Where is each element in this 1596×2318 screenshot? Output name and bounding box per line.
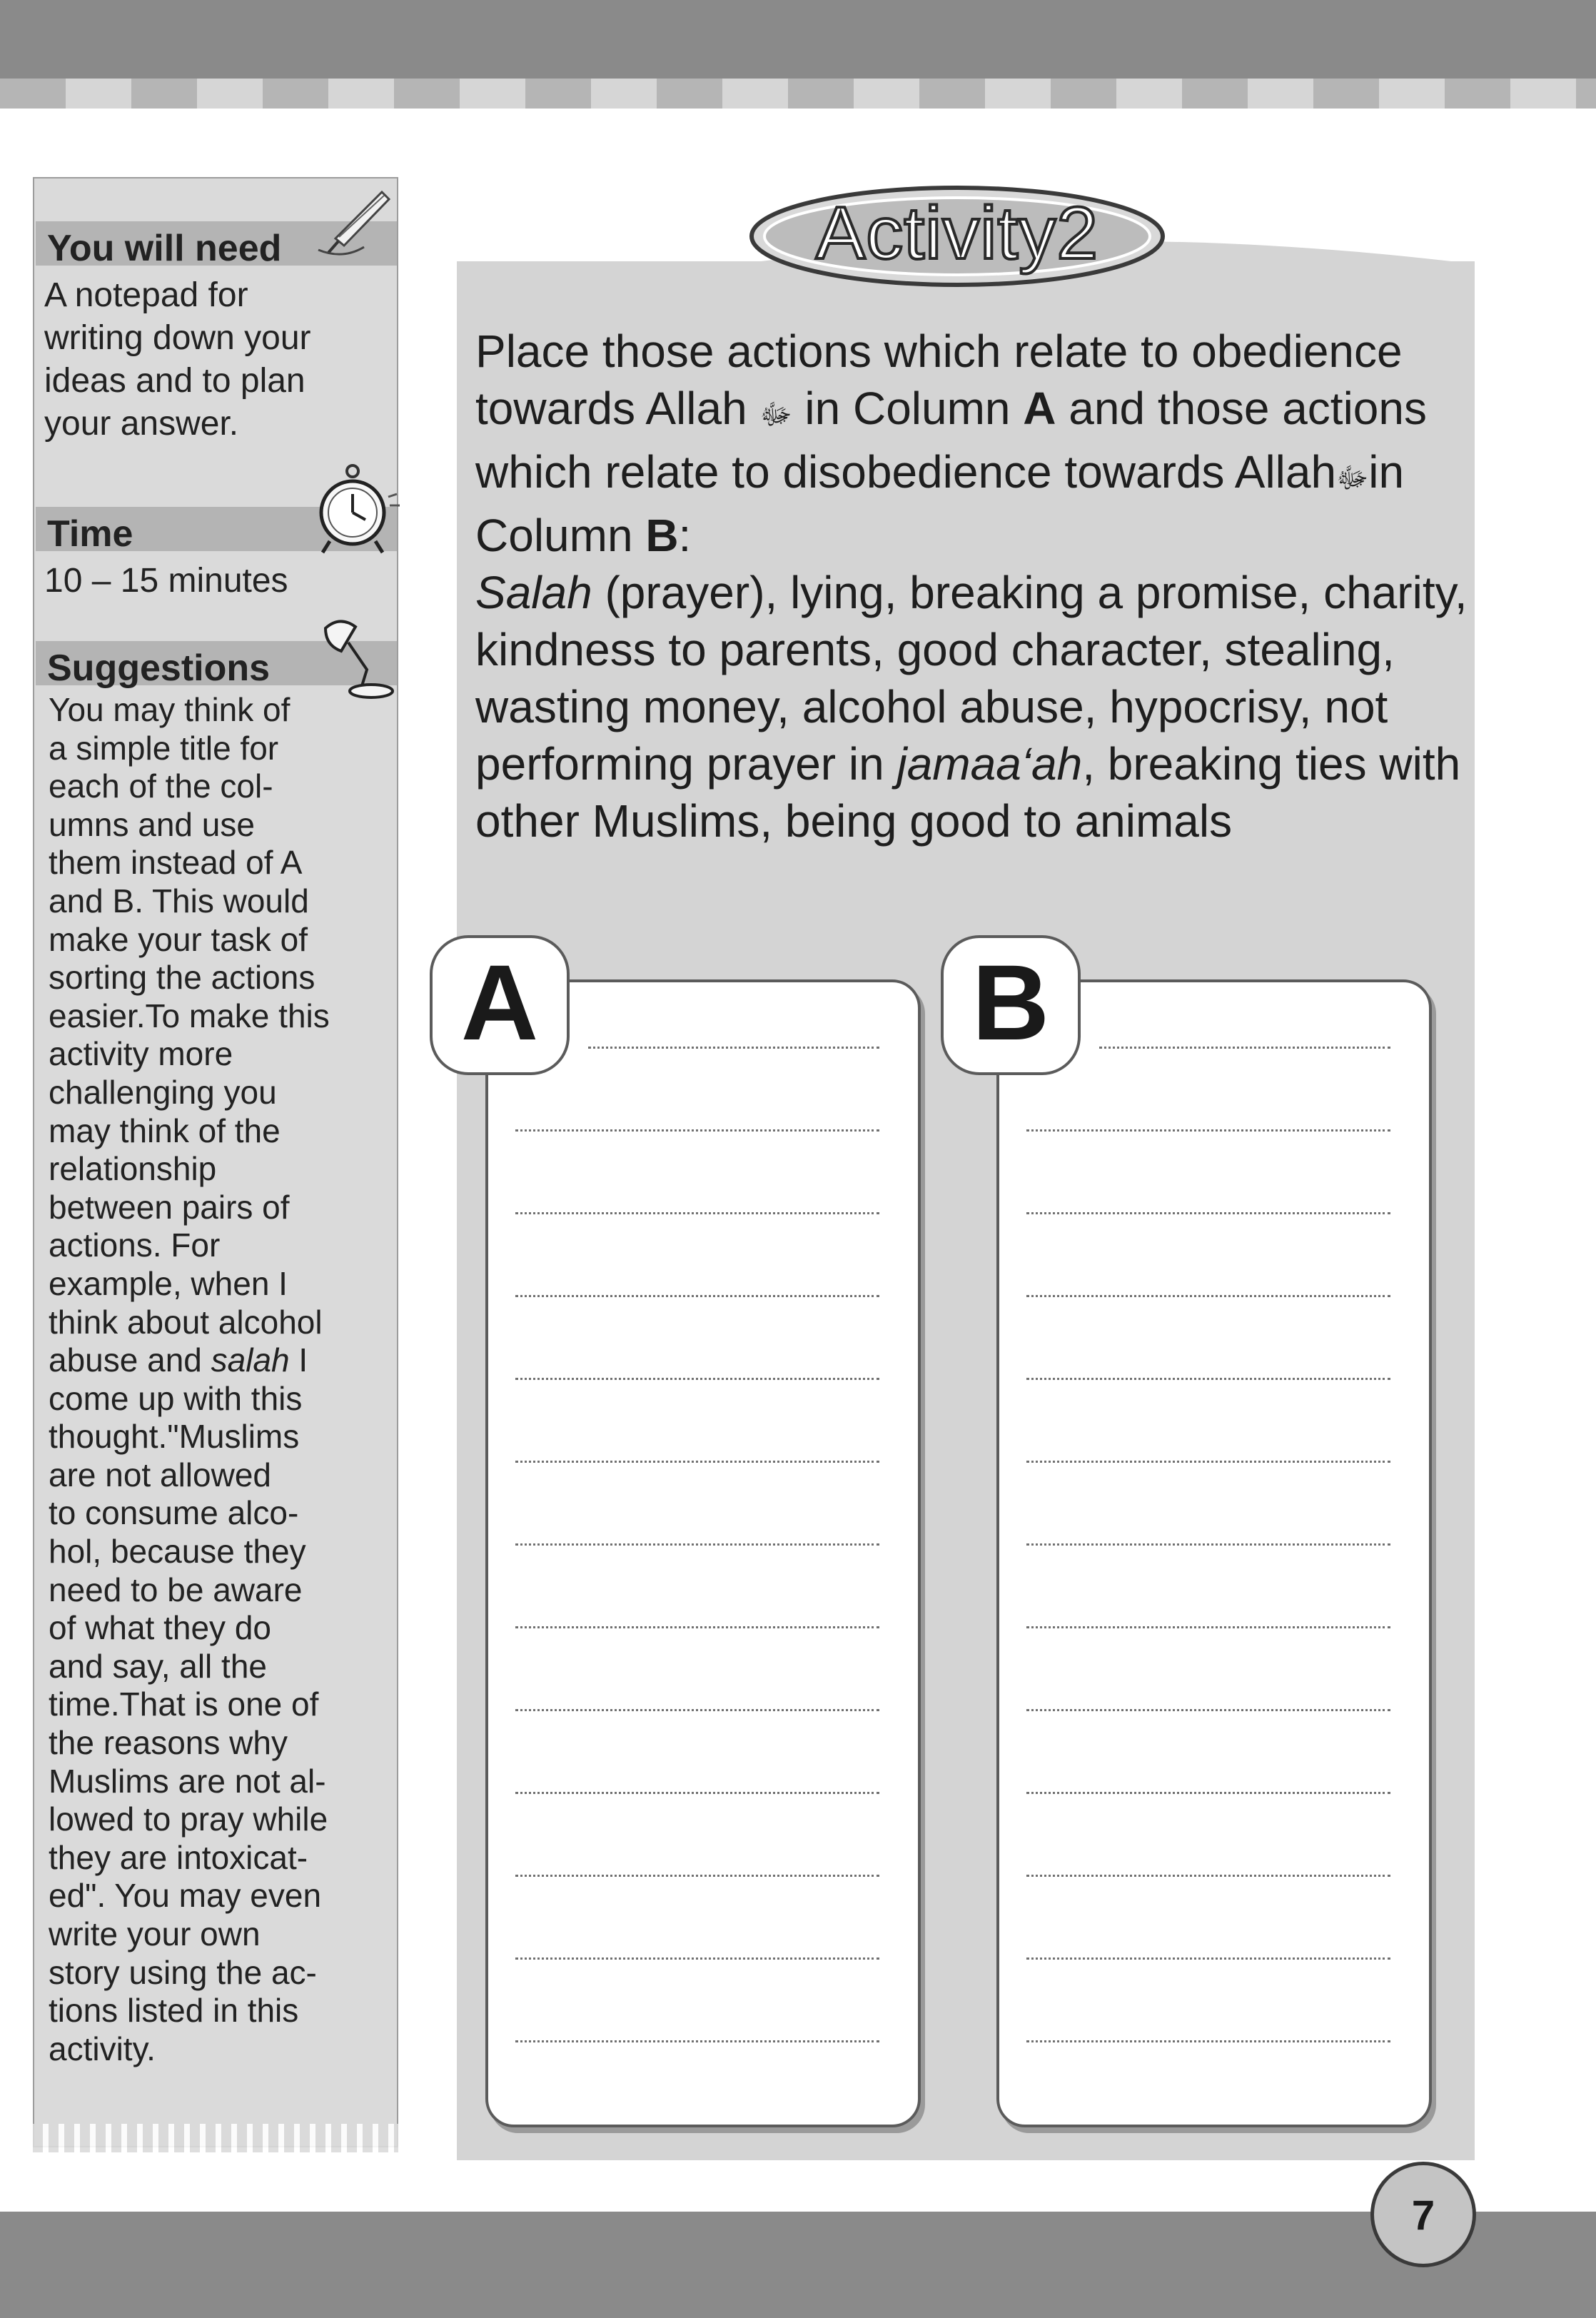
column-b-writing-line <box>1026 1792 1390 1794</box>
suggestion-line: between pairs of <box>49 1188 290 1226</box>
need-line: writing down your <box>44 319 311 357</box>
column-b-writing-line <box>1026 1295 1390 1297</box>
suggestion-line: activity more <box>49 1035 233 1073</box>
actions-list: (prayer), lying, breaking a promise, charity, kindness to parents, good character, stealing, wasting money, alcohol abuse, hypocrisy, not performing prayer in <box>475 567 1468 790</box>
suggestion-line: need to be aware <box>49 1571 303 1608</box>
column-a-letter: A <box>460 942 539 1062</box>
suggestion-line: activity. <box>49 2030 156 2067</box>
column-a-writing-line <box>515 1295 879 1297</box>
time-title: Time <box>47 513 133 555</box>
column-a-writing-line <box>515 2040 879 2042</box>
suggestion-line: story using the ac- <box>49 1953 317 1991</box>
instruction-text: in Column <box>475 446 1405 561</box>
column-a-writing-line <box>515 1543 879 1546</box>
actions-list: , breaking ties with other Muslims, being good to animals <box>475 738 1461 847</box>
column-b-writing-line <box>1026 1543 1390 1546</box>
suggestion-line: and say, all the <box>49 1647 268 1685</box>
page-number: 7 <box>1411 2192 1435 2239</box>
suggestion-line: easier.To make this <box>49 997 330 1034</box>
suggestion-line: time.That is one of <box>49 1685 319 1723</box>
sidebar-panel <box>33 177 398 2147</box>
suggestion-line: make your task of <box>49 920 308 958</box>
column-a-writing-line <box>515 1875 879 1877</box>
instruction-text: in Column <box>792 383 1024 434</box>
column-b-writing-line <box>1026 1626 1390 1628</box>
suggestion-line: them instead of A <box>49 844 303 882</box>
suggestion-line: think about alcohol <box>49 1303 323 1341</box>
column-b-writing-line <box>1026 1129 1390 1132</box>
activity-number: 2 <box>1056 192 1099 275</box>
column-b-writing-line <box>1026 1875 1390 1877</box>
suggestion-line: ed". You may even <box>49 1877 322 1915</box>
column-a-writing-line <box>515 1212 879 1214</box>
column-b-writing-line <box>1026 1461 1390 1463</box>
alarm-clock-icon <box>311 458 404 558</box>
top-border-band <box>0 0 1596 79</box>
column-a-writing-line <box>515 1957 879 1960</box>
need-title: You will need <box>47 228 282 269</box>
desk-lamp-icon <box>311 614 400 700</box>
suggestions-title: Suggestions <box>47 647 271 689</box>
activity-title <box>747 191 1168 276</box>
suggestion-line: umns and use <box>49 805 255 843</box>
column-a-box[interactable] <box>485 979 921 2127</box>
suggestion-line: actions. For <box>49 1226 221 1264</box>
jamaah-term: jamaa‘ah <box>897 738 1083 790</box>
suggestion-line: You may think of <box>49 691 291 728</box>
suggestion-line: are not allowed <box>49 1456 271 1493</box>
suggestion-line: example, when I <box>49 1264 288 1302</box>
suggestion-line: of what they do <box>49 1609 271 1647</box>
suggestions-text <box>49 691 398 2068</box>
suggestion-line: thought."Muslims <box>49 1418 300 1456</box>
suggestion-line: each of the col- <box>49 767 273 805</box>
activity-instructions <box>475 323 1468 850</box>
need-text <box>44 274 311 445</box>
sidebar-torn-edge <box>33 2124 398 2152</box>
bottom-border-band <box>0 2212 1596 2318</box>
column-b-box[interactable] <box>996 979 1432 2127</box>
column-a-writing-line <box>515 1461 879 1463</box>
column-a-writing-line <box>515 1378 879 1380</box>
suggestion-line: may think of the <box>49 1112 281 1149</box>
column-b-writing-line <box>1026 1957 1390 1960</box>
column-b-ref: B <box>645 510 679 561</box>
suggestion-line: come up with this <box>49 1379 303 1417</box>
suggestion-line: lowed to pray while <box>49 1800 328 1838</box>
column-a-writing-line <box>515 1129 879 1132</box>
column-b-writing-line <box>1026 1212 1390 1214</box>
time-value: 10 – 15 minutes <box>44 562 288 600</box>
instruction-text: Place those actions which relate to obedience towards Allah <box>475 326 1403 434</box>
suggestion-line: write your own <box>49 1915 261 1952</box>
need-line: A notepad for <box>44 276 248 314</box>
need-line: ideas and to plan <box>44 362 305 400</box>
suggestion-line: relationship <box>49 1150 217 1188</box>
column-a-writing-line <box>588 1047 879 1049</box>
suggestion-line: a simple title for <box>49 729 279 767</box>
column-a-writing-line <box>515 1709 879 1711</box>
column-a-writing-line <box>515 1626 879 1628</box>
honorific-glyph: ﷻ <box>759 399 792 430</box>
column-a-ref: A <box>1023 383 1056 434</box>
salah-term: salah <box>211 1341 290 1379</box>
suggestion-line: Muslims are not al- <box>49 1762 326 1800</box>
honorific-glyph: ﷻ <box>1336 463 1369 494</box>
suggestion-line: challenging you <box>49 1073 277 1111</box>
column-b-writing-line <box>1026 1709 1390 1711</box>
suggestion-line: sorting the actions <box>49 959 315 997</box>
top-checkered-strip <box>0 79 1596 109</box>
salah-term: Salah <box>475 567 592 618</box>
suggestion-line: and B. This would <box>49 882 309 919</box>
suggestion-line: they are intoxicat- <box>49 1838 308 1876</box>
instruction-text: : <box>678 510 692 561</box>
suggestion-line: abuse and salah I <box>49 1341 308 1379</box>
column-b-writing-line <box>1026 1378 1390 1380</box>
suggestion-line: hol, because they <box>49 1533 306 1571</box>
column-a-writing-line <box>515 1792 879 1794</box>
instruction-text: and those actions which relate to disobedience towards Allah <box>475 383 1427 498</box>
quill-pen-icon <box>314 181 397 260</box>
suggestion-line: to consume alco- <box>49 1494 299 1532</box>
suggestion-line: tions listed in this <box>49 1992 299 2030</box>
column-b-writing-line <box>1026 2040 1390 2042</box>
need-line: your answer. <box>44 405 239 443</box>
activity-title-word: Activity <box>815 192 1057 275</box>
column-b-letter: B <box>971 942 1050 1062</box>
column-b-writing-line <box>1099 1047 1390 1049</box>
suggestion-line: the reasons why <box>49 1724 288 1762</box>
